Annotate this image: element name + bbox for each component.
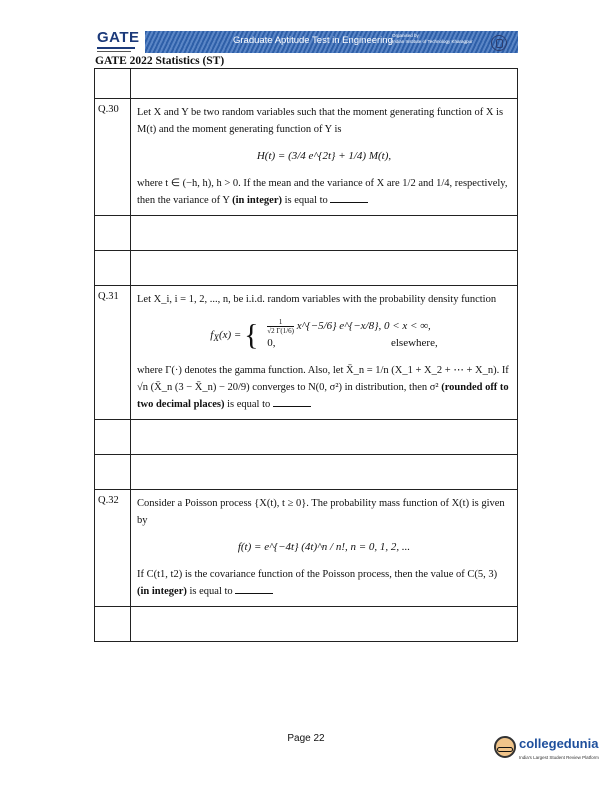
question-body <box>131 99 518 216</box>
pdf-case2-left: 0, <box>267 337 276 350</box>
pdf-coefficient: $\frac{1}{√2 \Gamma(1/6)}$ <box>267 318 294 335</box>
pdf-cases <box>267 318 437 352</box>
question-text-b: is equal to <box>189 586 233 598</box>
brand-tagline: India's Largest Student Review Platform <box>519 755 599 760</box>
table-row <box>95 607 518 642</box>
banner-title: Graduate Aptitude Test in Engineering <box>233 35 393 46</box>
question-text <box>137 362 511 413</box>
question-text-a: where t ∈ (−h, h), h > 0. If the mean and the variance of X are 1/2 and 1/4, respectively, then the variance of Y <box>137 178 508 206</box>
brand-name: collegedunia <box>519 736 599 751</box>
page-number: Page 22 <box>287 733 325 744</box>
answer-blank <box>330 192 368 203</box>
answer-blank <box>235 583 273 594</box>
brace-icon: { <box>244 318 259 352</box>
gate-logo-text: GATE <box>97 29 140 46</box>
question-text <box>137 175 511 209</box>
question-number: Q.30 <box>95 99 131 216</box>
pdf-case1-expr: x^{−5/6} e^{−x/8}, 0 < x < ∞, <box>296 320 431 333</box>
gate-logo <box>95 28 141 56</box>
pdf-case-1 <box>267 318 431 335</box>
question-row-q32 <box>95 490 518 607</box>
answer-format: (rounded off to two decimal places) <box>137 382 509 411</box>
answer-format: (in integer) <box>232 195 283 206</box>
question-row-q31 <box>95 286 518 420</box>
pdf-case-2 <box>267 337 437 349</box>
organizer-line2: Indian Institute of Technology Kharagpur <box>392 39 473 44</box>
question-text <box>137 566 511 600</box>
question-text-a: where Γ(·) denotes the gamma function. Also, let X̄_n = 1/n (X_1 + X_2 + ⋯ + X_n). If √n (X̄_n (3 − X̄_n) − 20/9) converges to N(0, σ²) in distribution, then σ² <box>137 365 509 394</box>
collegedunia-logo <box>494 734 604 774</box>
answer-format: (in integer) <box>137 586 187 598</box>
pdf-case2-right: elsewhere, <box>390 337 438 350</box>
table-row <box>95 216 518 251</box>
logo-underline <box>97 47 135 49</box>
header-banner <box>95 28 518 56</box>
question-intro: Consider a Poisson process {X(t), t ≥ 0}. The probability mass function of X(t) is given by <box>137 498 505 527</box>
banner-organizer <box>392 33 472 45</box>
question-row-q30 <box>95 99 518 216</box>
answer-blank <box>273 396 311 407</box>
table-row <box>95 69 518 99</box>
question-formula: f(t) = e^{−4t} (4t)^n / n!, n = 0, 1, 2, ... <box>237 541 411 554</box>
table-row <box>95 251 518 286</box>
question-text-b: is equal to <box>227 399 271 411</box>
paper-title: GATE 2022 Statistics (ST) <box>95 55 225 67</box>
question-body <box>131 490 518 607</box>
question-text-b: is equal to <box>284 195 328 206</box>
table-row <box>95 455 518 490</box>
banner-band <box>145 31 518 53</box>
pdf-formula <box>137 318 511 352</box>
table-row <box>95 420 518 455</box>
question-table <box>94 68 518 642</box>
question-text-a: If C(t1, t2) is the covariance function of the Poisson process, then the value of C(5, 3) <box>137 569 498 581</box>
question-formula: H(t) = (3/4 e^{2t} + 1/4) M(t), <box>256 150 392 162</box>
pdf-lhs: $f_X(x)$ = <box>210 328 242 343</box>
logo-underline-2 <box>97 51 131 52</box>
question-body <box>131 286 518 420</box>
mascot-icon <box>494 736 516 758</box>
question-number: Q.32 <box>95 490 131 607</box>
question-intro: Let X_i, i = 1, 2, ..., n, be i.i.d. random variables with the probability density function <box>137 294 497 305</box>
question-intro: Let X and Y be two random variables such that the moment generating function of X is M(t) and the moment generating function of Y is <box>137 107 504 135</box>
iit-emblem-icon <box>491 35 507 51</box>
organizer-line1: Organised by <box>392 33 419 38</box>
question-number: Q.31 <box>95 286 131 420</box>
